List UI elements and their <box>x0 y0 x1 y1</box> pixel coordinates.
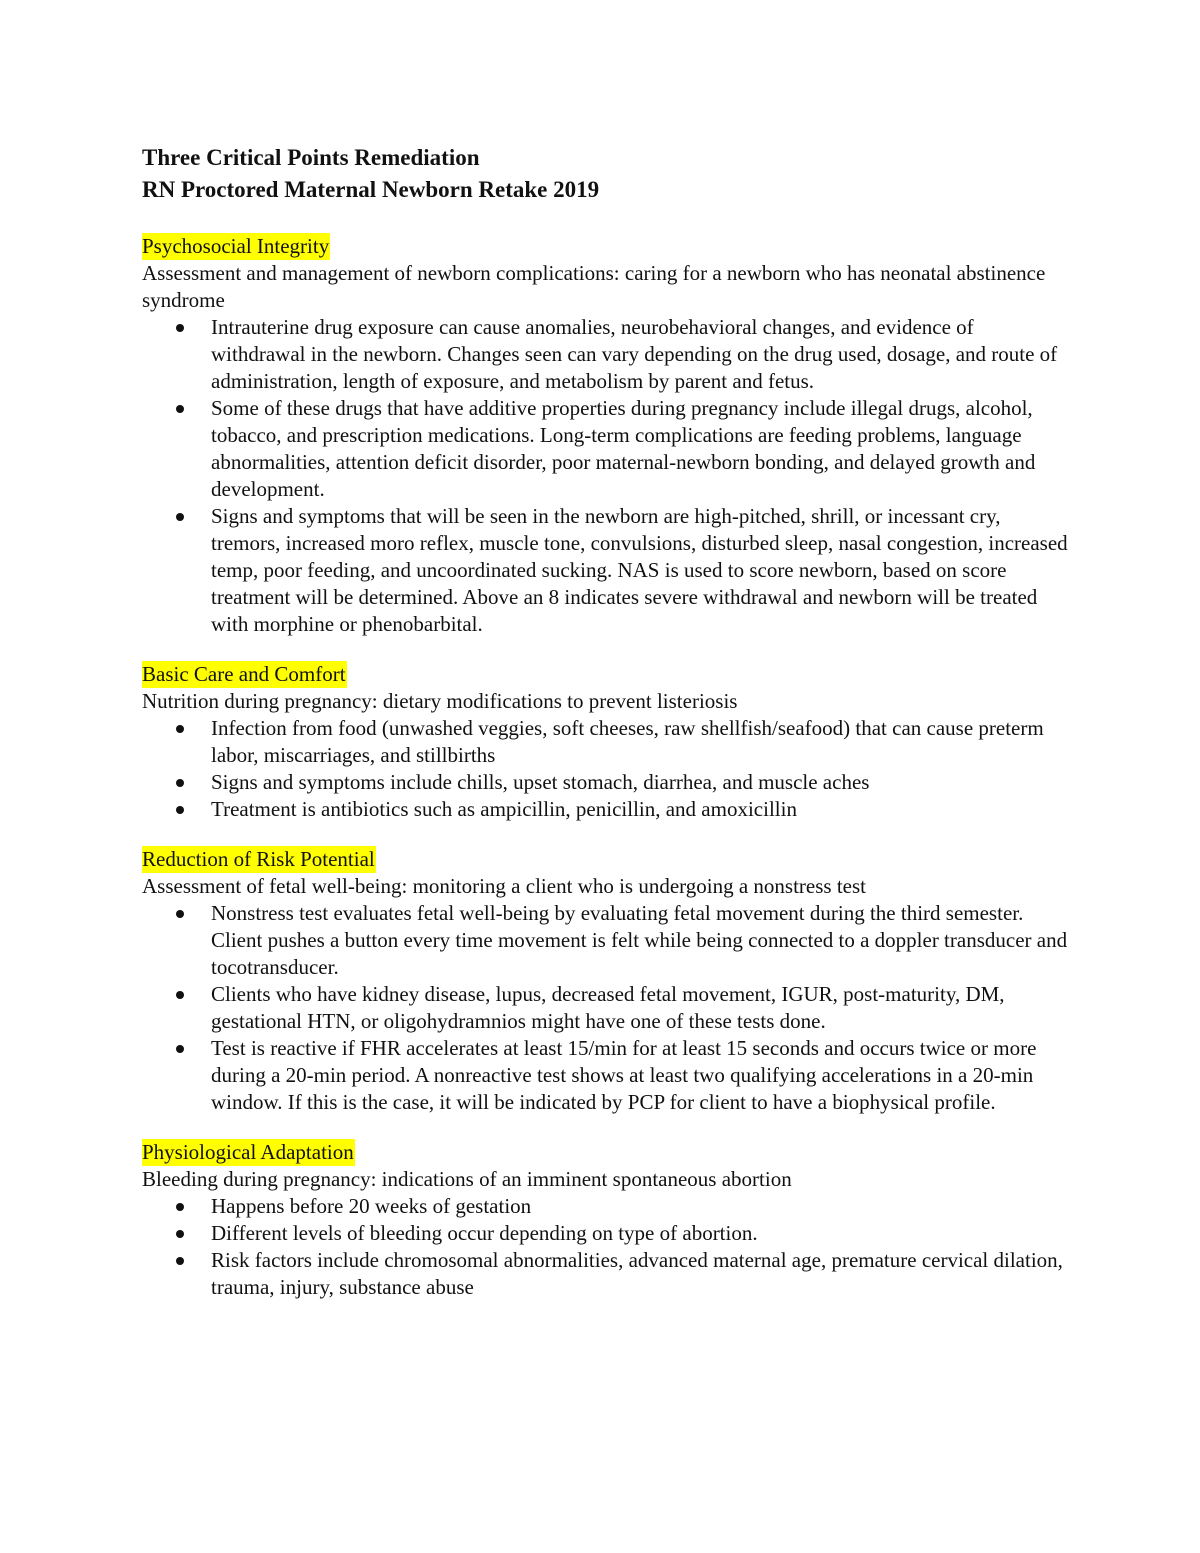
section-heading: Psychosocial Integrity <box>142 234 330 258</box>
bullet-icon <box>176 1203 184 1211</box>
list-item-text: Clients who have kidney disease, lupus, decreased fetal movement, IGUR, post-maturity, DM, gestational HTN, or oligohydramnios might have one of these tests done. <box>211 982 1005 1033</box>
section-topic: Nutrition during pregnancy: dietary modifications to prevent listeriosis <box>142 689 738 713</box>
list-item <box>142 981 1072 1035</box>
section-reduction-of-risk-potential <box>142 846 1072 1116</box>
section-heading: Physiological Adaptation <box>142 1140 354 1164</box>
document-page <box>142 142 1072 1301</box>
section-basic-care-and-comfort <box>142 661 1072 823</box>
list-item-text: Nonstress test evaluates fetal well-being by evaluating fetal movement during the third semester. Client pushes a button every time movement is felt while being connected to a doppler transducer and tocotransducer. <box>211 901 1068 979</box>
list-item-text: Test is reactive if FHR accelerates at least 15/min for at least 15 seconds and occurs twice or more during a 20-min period. A nonreactive test shows at least two qualifying accelerations in a 20-min window. If this is the case, it will be indicated by PCP for client to have a biophysical profile. <box>211 1036 1037 1114</box>
list-item <box>142 715 1072 769</box>
list-item <box>142 796 1072 823</box>
list-item-text: Intrauterine drug exposure can cause anomalies, neurobehavioral changes, and evidence of withdrawal in the newborn. Changes seen can vary depending on the drug used, dosage, and route of administration, length of exposure, and metabolism by parent and fetus. <box>211 315 1058 393</box>
document-subtitle: RN Proctored Maternal Newborn Retake 2019 <box>142 177 600 202</box>
bullet-icon <box>176 806 184 814</box>
list-item-text: Signs and symptoms that will be seen in the newborn are high-pitched, shrill, or incessant cry, tremors, increased moro reflex, muscle tone, convulsions, disturbed sleep, nasal congestion, increased temp, poor feeding, and uncoordinated sucking. NAS is used to score newborn, based on score treatment will be determined. Above an 8 indicates severe withdrawal and newborn will be treated with morphine or phenobarbital. <box>211 504 1068 636</box>
list-item-text: Some of these drugs that have additive properties during pregnancy include illegal drugs, alcohol, tobacco, and prescription medications. Long-term complications are feeding problems, language abnormalities, attention deficit disorder, poor maternal-newborn bonding, and delayed growth and development. <box>211 396 1036 501</box>
section-physiological-adaptation <box>142 1139 1072 1301</box>
list-item-text: Different levels of bleeding occur depending on type of abortion. <box>211 1221 758 1245</box>
bullet-icon <box>176 1045 184 1053</box>
list-item <box>142 1035 1072 1116</box>
list-item <box>142 503 1072 638</box>
bullet-icon <box>176 405 184 413</box>
section-topic: Assessment of fetal well-being: monitoring a client who is undergoing a nonstress test <box>142 874 866 898</box>
section-psychosocial-integrity <box>142 233 1072 638</box>
list-item <box>142 1193 1072 1220</box>
list-item <box>142 395 1072 503</box>
bullet-icon <box>176 324 184 332</box>
bullet-list <box>142 1193 1072 1301</box>
section-heading: Reduction of Risk Potential <box>142 847 375 871</box>
list-item <box>142 769 1072 796</box>
document-title: Three Critical Points Remediation <box>142 145 480 170</box>
list-item <box>142 1220 1072 1247</box>
bullet-icon <box>176 513 184 521</box>
section-heading: Basic Care and Comfort <box>142 662 346 686</box>
bullet-list <box>142 900 1072 1116</box>
list-item-text: Signs and symptoms include chills, upset stomach, diarrhea, and muscle aches <box>211 770 870 794</box>
bullet-list <box>142 314 1072 638</box>
bullet-list <box>142 715 1072 823</box>
bullet-icon <box>176 991 184 999</box>
bullet-icon <box>176 725 184 733</box>
section-topic: Bleeding during pregnancy: indications of an imminent spontaneous abortion <box>142 1167 792 1191</box>
bullet-icon <box>176 1257 184 1265</box>
section-topic: Assessment and management of newborn complications: caring for a newborn who has neonatal abstinence syndrome <box>142 261 1046 312</box>
list-item-text: Happens before 20 weeks of gestation <box>211 1194 532 1218</box>
bullet-icon <box>176 910 184 918</box>
list-item-text: Infection from food (unwashed veggies, soft cheeses, raw shellfish/seafood) that can cause preterm labor, miscarriages, and stillbirths <box>211 716 1044 767</box>
bullet-icon <box>176 779 184 787</box>
list-item <box>142 900 1072 981</box>
list-item-text: Treatment is antibiotics such as ampicillin, penicillin, and amoxicillin <box>211 797 797 821</box>
list-item <box>142 314 1072 395</box>
list-item <box>142 1247 1072 1301</box>
bullet-icon <box>176 1230 184 1238</box>
document-title-block <box>142 142 1072 206</box>
list-item-text: Risk factors include chromosomal abnormalities, advanced maternal age, premature cervical dilation, trauma, injury, substance abuse <box>211 1248 1063 1299</box>
